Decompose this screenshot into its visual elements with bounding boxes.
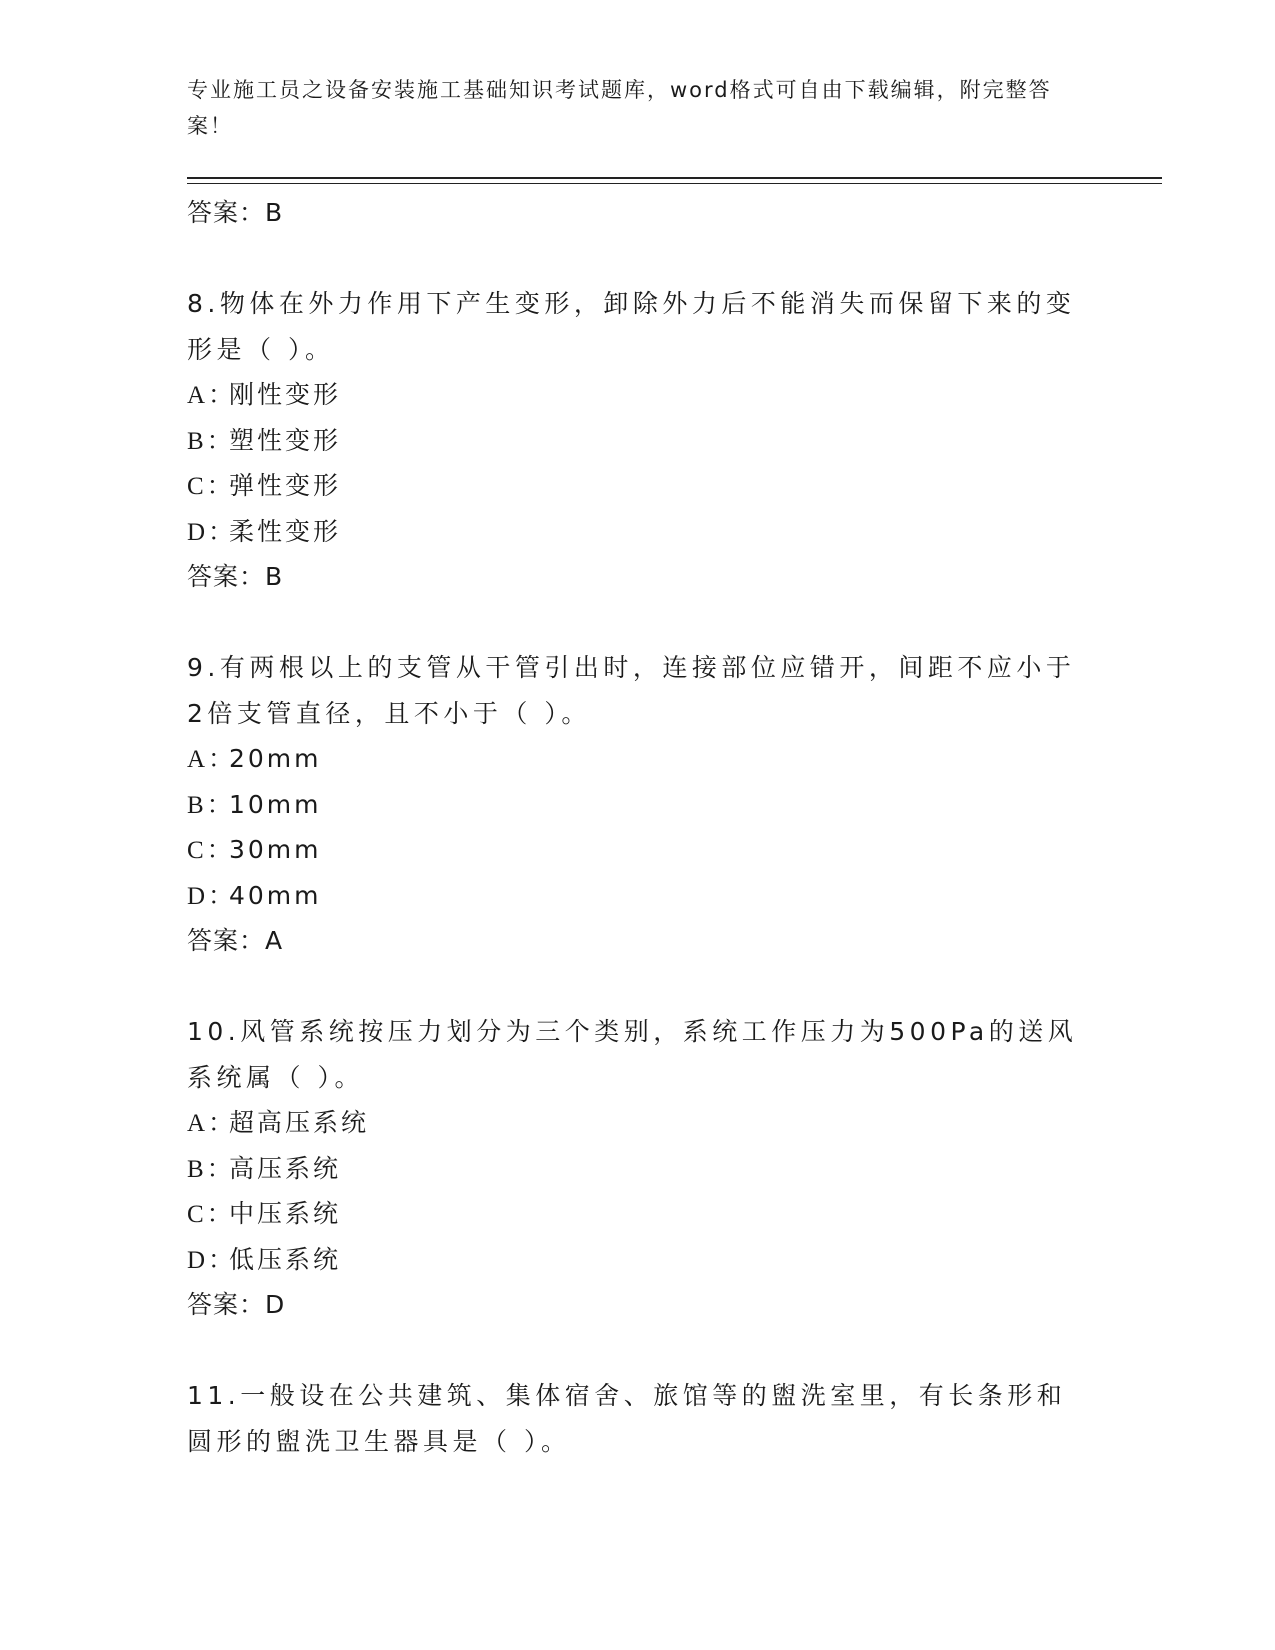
question-list xyxy=(187,190,1087,1464)
option-text: 弹性变形 xyxy=(229,471,342,500)
header-text: 专业施工员之设备安装施工基础知识考试题库，word格式可自由下载编辑，附完整答案！ xyxy=(187,78,1052,138)
option-a xyxy=(187,1100,1087,1146)
answer-line: 答案：B xyxy=(187,198,284,227)
spacer xyxy=(187,1328,1087,1373)
option-text: 10mm xyxy=(229,789,322,819)
option-key: B： xyxy=(187,427,235,455)
option-key: A： xyxy=(187,1110,237,1137)
option-key: A： xyxy=(187,746,237,773)
option-b xyxy=(187,782,1087,828)
option-d xyxy=(187,1237,1087,1283)
option-key: C： xyxy=(187,1201,235,1228)
option-key: D： xyxy=(187,518,237,546)
option-text: 低压系统 xyxy=(229,1244,342,1274)
option-c xyxy=(187,827,1087,873)
question-block xyxy=(187,645,1087,964)
option-text: 中压系统 xyxy=(229,1199,342,1228)
question-block xyxy=(187,1373,1087,1464)
question-block xyxy=(187,1009,1087,1328)
answer-line: 答案：B xyxy=(187,562,284,591)
option-d xyxy=(187,509,1087,555)
option-text: 20mm xyxy=(229,744,322,773)
answer-line: 答案：A xyxy=(187,926,284,955)
option-key: D： xyxy=(187,1246,237,1274)
spacer xyxy=(187,236,1087,281)
option-key: C： xyxy=(187,837,235,864)
option-key: A： xyxy=(187,382,237,409)
question-text: 10.风管系统按压力划分为三个类别，系统工作压力为500Pa的送风系统属（ ）。 xyxy=(187,1017,1078,1092)
option-key: B： xyxy=(187,1155,235,1183)
spacer xyxy=(187,964,1087,1009)
option-text: 超高压系统 xyxy=(229,1108,370,1137)
document-header xyxy=(187,72,1067,144)
question-text: 8.物体在外力作用下产生变形，卸除外力后不能消失而保留下来的变形是（ ）。 xyxy=(187,289,1076,364)
option-text: 柔性变形 xyxy=(229,516,342,546)
question-block xyxy=(187,281,1087,600)
option-a xyxy=(187,736,1087,782)
option-b xyxy=(187,418,1087,464)
option-text: 塑性变形 xyxy=(229,425,342,455)
spacer xyxy=(187,600,1087,645)
option-b xyxy=(187,1146,1087,1192)
header-divider-thick xyxy=(187,177,1162,179)
option-d xyxy=(187,873,1087,919)
option-c xyxy=(187,1191,1087,1237)
question-text: 11.一般设在公共建筑、集体宿舍、旅馆等的盥洗室里，有长条形和圆形的盥洗卫生器具是（ ）。 xyxy=(187,1381,1067,1456)
option-text: 刚性变形 xyxy=(229,380,342,409)
option-c xyxy=(187,463,1087,509)
header-divider-thin xyxy=(187,183,1162,184)
option-a xyxy=(187,372,1087,418)
option-key: B： xyxy=(187,791,235,819)
option-text: 40mm xyxy=(229,880,322,910)
option-text: 高压系统 xyxy=(229,1153,342,1183)
question-text: 9.有两根以上的支管从干管引出时，连接部位应错开，间距不应小于2倍支管直径，且不小于（ ）。 xyxy=(187,653,1076,728)
option-text: 30mm xyxy=(229,835,322,864)
option-key: D： xyxy=(187,882,237,910)
answer-line: 答案：D xyxy=(187,1290,286,1319)
option-key: C： xyxy=(187,473,235,500)
